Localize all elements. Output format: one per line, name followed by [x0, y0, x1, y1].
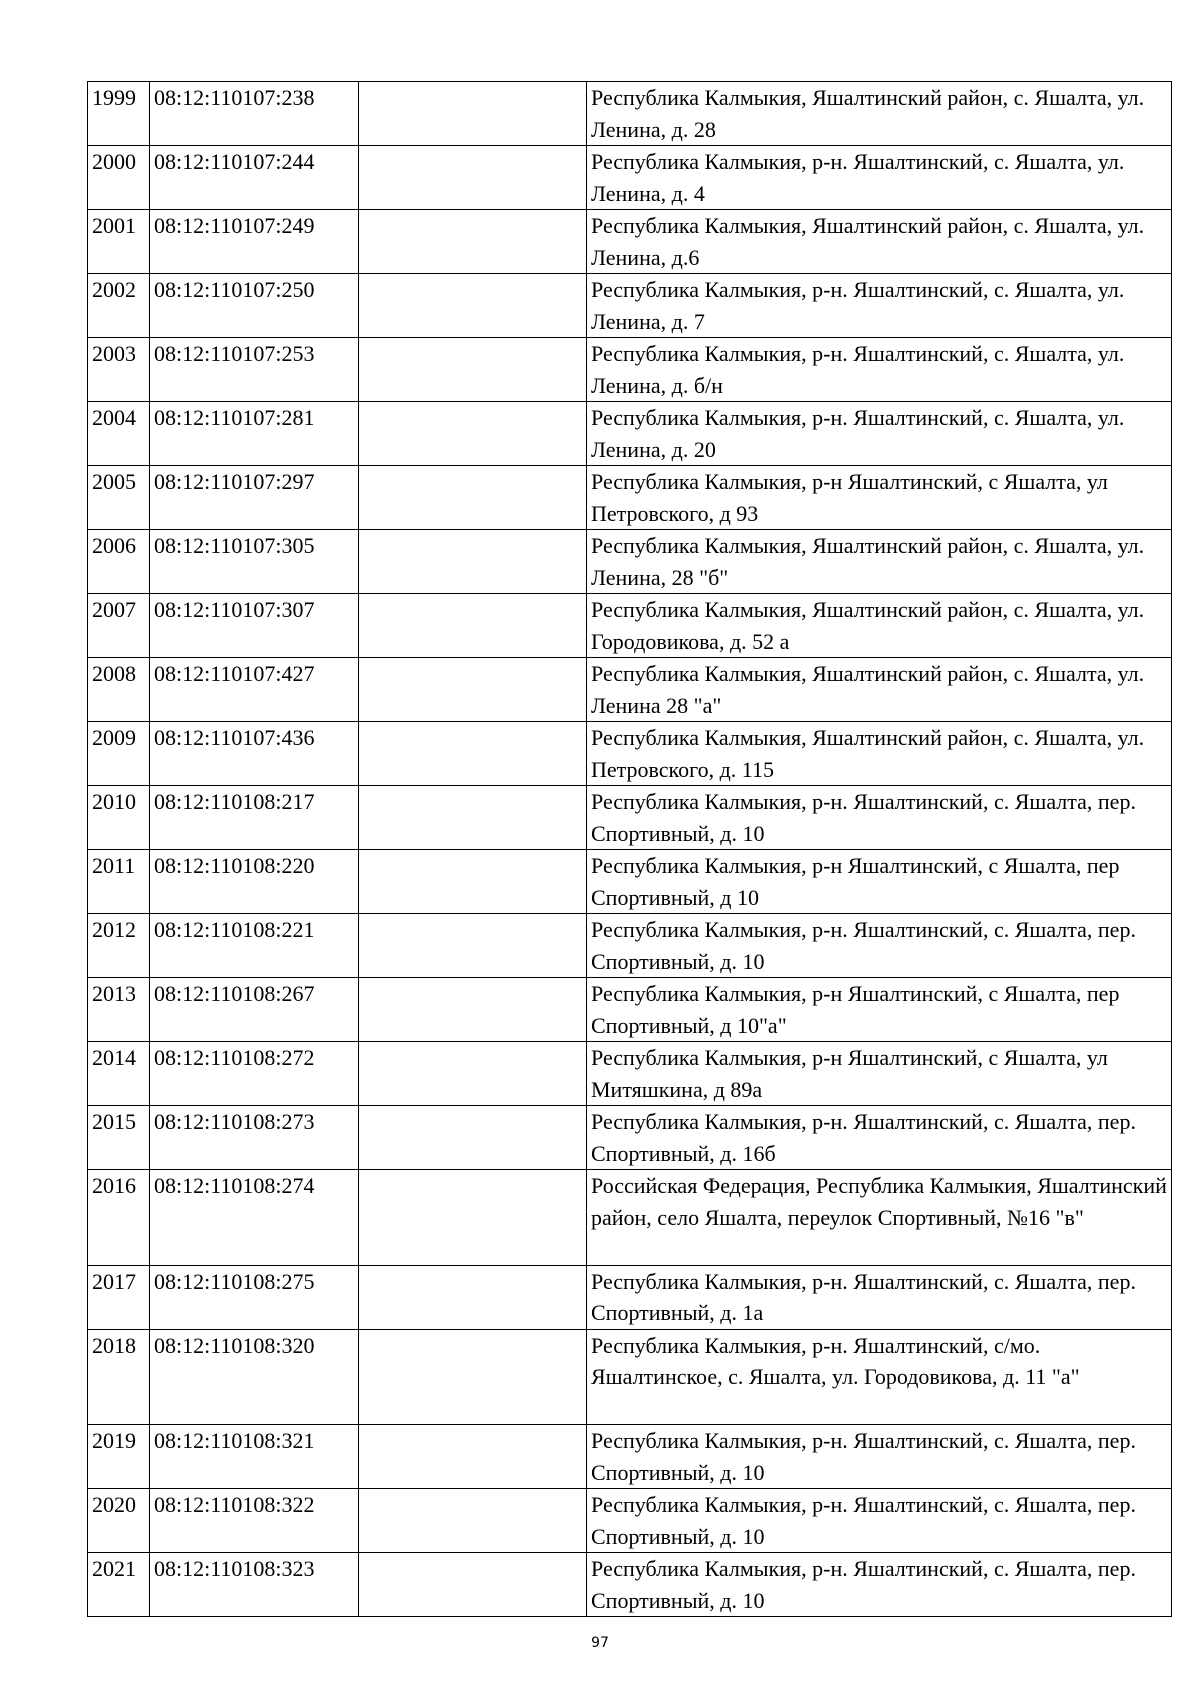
row-number-cell: 1999 [88, 82, 150, 146]
cadastral-number-cell: 08:12:110107:436 [150, 722, 359, 786]
address-cell: Республика Калмыкия, Яшалтинский район, с. Яшалта, ул. Ленина 28 "а" [587, 658, 1172, 722]
address-cell: Республика Калмыкия, р-н. Яшалтинский, с. Яшалта, пер. Спортивный, д. 10 [587, 1553, 1172, 1617]
row-number-cell: 2019 [88, 1425, 150, 1489]
cadastral-number-cell: 08:12:110108:221 [150, 914, 359, 978]
row-number-cell: 2004 [88, 402, 150, 466]
cadastral-number-cell: 08:12:110107:281 [150, 402, 359, 466]
row-number-cell: 2003 [88, 338, 150, 402]
address-cell: Республика Калмыкия, р-н. Яшалтинский, с. Яшалта, пер. Спортивный, д. 10 [587, 1425, 1172, 1489]
table-row [88, 978, 1172, 1042]
row-number-cell: 2008 [88, 658, 150, 722]
cadastral-number-cell: 08:12:110107:427 [150, 658, 359, 722]
table-row [88, 594, 1172, 658]
empty-cell [359, 1042, 587, 1106]
empty-cell [359, 1425, 587, 1489]
table-row [88, 786, 1172, 850]
cadastral-number-cell: 08:12:110108:220 [150, 850, 359, 914]
cadastral-number-cell: 08:12:110107:238 [150, 82, 359, 146]
cadastral-number-cell: 08:12:110108:217 [150, 786, 359, 850]
empty-cell [359, 658, 587, 722]
table-row [88, 1425, 1172, 1489]
row-number-cell: 2007 [88, 594, 150, 658]
row-number-cell: 2011 [88, 850, 150, 914]
address-cell: Республика Калмыкия, р-н Яшалтинский, с Яшалта, пер Спортивный, д 10 [587, 850, 1172, 914]
table-row [88, 1553, 1172, 1617]
empty-cell [359, 210, 587, 274]
cadastral-number-cell: 08:12:110108:274 [150, 1170, 359, 1266]
empty-cell [359, 914, 587, 978]
address-cell: Республика Калмыкия, р-н Яшалтинский, с Яшалта, пер Спортивный, д 10"а" [587, 978, 1172, 1042]
row-number-cell: 2013 [88, 978, 150, 1042]
table-row [88, 338, 1172, 402]
cadastral-number-cell: 08:12:110107:297 [150, 466, 359, 530]
address-cell: Республика Калмыкия, р-н. Яшалтинский, с. Яшалта, ул. Ленина, д. 7 [587, 274, 1172, 338]
address-cell: Республика Калмыкия, Яшалтинский район, с. Яшалта, ул. Петровского, д. 115 [587, 722, 1172, 786]
address-cell: Республика Калмыкия, р-н. Яшалтинский, с/мо. Яшалтинское, с. Яшалта, ул. Городовикова, д. 11 "а" [587, 1329, 1172, 1425]
row-number-cell: 2017 [88, 1265, 150, 1329]
address-cell: Республика Калмыкия, р-н. Яшалтинский, с. Яшалта, ул. Ленина, д. 20 [587, 402, 1172, 466]
table-row [88, 274, 1172, 338]
table-row [88, 914, 1172, 978]
row-number-cell: 2001 [88, 210, 150, 274]
row-number-cell: 2002 [88, 274, 150, 338]
empty-cell [359, 1329, 587, 1425]
address-cell: Республика Калмыкия, Яшалтинский район, с. Яшалта, ул. Ленина, д. 28 [587, 82, 1172, 146]
address-cell: Республика Калмыкия, р-н. Яшалтинский, с. Яшалта, пер. Спортивный, д. 10 [587, 786, 1172, 850]
address-cell: Республика Калмыкия, р-н. Яшалтинский, с. Яшалта, ул. Ленина, д. 4 [587, 146, 1172, 210]
cadastral-number-cell: 08:12:110108:323 [150, 1553, 359, 1617]
cadastral-number-cell: 08:12:110108:275 [150, 1265, 359, 1329]
empty-cell [359, 1106, 587, 1170]
row-number-cell: 2015 [88, 1106, 150, 1170]
table-row [88, 1106, 1172, 1170]
empty-cell [359, 1170, 587, 1266]
table-row [88, 1170, 1172, 1266]
address-cell: Республика Калмыкия, Яшалтинский район, с. Яшалта, ул. Ленина, д.6 [587, 210, 1172, 274]
cadastral-number-cell: 08:12:110107:253 [150, 338, 359, 402]
row-number-cell: 2005 [88, 466, 150, 530]
empty-cell [359, 594, 587, 658]
row-number-cell: 2020 [88, 1489, 150, 1553]
cadastral-number-cell: 08:12:110108:320 [150, 1329, 359, 1425]
row-number-cell: 2018 [88, 1329, 150, 1425]
address-cell: Республика Калмыкия, р-н Яшалтинский, с Яшалта, ул Митяшкина, д 89а [587, 1042, 1172, 1106]
row-number-cell: 2016 [88, 1170, 150, 1266]
cadastral-number-cell: 08:12:110108:322 [150, 1489, 359, 1553]
table-row [88, 850, 1172, 914]
cadastral-number-cell: 08:12:110107:249 [150, 210, 359, 274]
table-row [88, 402, 1172, 466]
cadastral-number-cell: 08:12:110108:273 [150, 1106, 359, 1170]
row-number-cell: 2014 [88, 1042, 150, 1106]
table-row [88, 210, 1172, 274]
cadastral-number-cell: 08:12:110107:244 [150, 146, 359, 210]
empty-cell [359, 1265, 587, 1329]
table-row [88, 146, 1172, 210]
empty-cell [359, 530, 587, 594]
table-row [88, 1489, 1172, 1553]
row-number-cell: 2021 [88, 1553, 150, 1617]
table-row [88, 1042, 1172, 1106]
empty-cell [359, 82, 587, 146]
row-number-cell: 2006 [88, 530, 150, 594]
address-cell: Республика Калмыкия, Яшалтинский район, с. Яшалта, ул. Городовикова, д. 52 а [587, 594, 1172, 658]
empty-cell [359, 850, 587, 914]
property-table [87, 81, 1172, 1617]
empty-cell [359, 978, 587, 1042]
empty-cell [359, 786, 587, 850]
table-row [88, 1265, 1172, 1329]
table-body [88, 82, 1172, 1617]
address-cell: Республика Калмыкия, р-н. Яшалтинский, с. Яшалта, пер. Спортивный, д. 1а [587, 1265, 1172, 1329]
table-row [88, 82, 1172, 146]
address-cell: Республика Калмыкия, р-н Яшалтинский, с Яшалта, ул Петровского, д 93 [587, 466, 1172, 530]
cadastral-number-cell: 08:12:110107:307 [150, 594, 359, 658]
page-number: 97 [591, 1635, 609, 1651]
cadastral-number-cell: 08:12:110108:321 [150, 1425, 359, 1489]
cadastral-number-cell: 08:12:110108:272 [150, 1042, 359, 1106]
address-cell: Российская Федерация, Республика Калмыкия, Яшалтинский район, село Яшалта, переулок Спортивный, №16 "в" [587, 1170, 1172, 1266]
empty-cell [359, 1489, 587, 1553]
empty-cell [359, 722, 587, 786]
empty-cell [359, 274, 587, 338]
row-number-cell: 2012 [88, 914, 150, 978]
table-row [88, 466, 1172, 530]
row-number-cell: 2009 [88, 722, 150, 786]
cadastral-number-cell: 08:12:110107:250 [150, 274, 359, 338]
table-row [88, 722, 1172, 786]
table-row [88, 530, 1172, 594]
address-cell: Республика Калмыкия, р-н. Яшалтинский, с. Яшалта, пер. Спортивный, д. 10 [587, 1489, 1172, 1553]
row-number-cell: 2010 [88, 786, 150, 850]
cadastral-number-cell: 08:12:110108:267 [150, 978, 359, 1042]
empty-cell [359, 402, 587, 466]
address-cell: Республика Калмыкия, р-н. Яшалтинский, с. Яшалта, пер. Спортивный, д. 16б [587, 1106, 1172, 1170]
address-cell: Республика Калмыкия, р-н. Яшалтинский, с. Яшалта, пер. Спортивный, д. 10 [587, 914, 1172, 978]
address-cell: Республика Калмыкия, Яшалтинский район, с. Яшалта, ул. Ленина, 28 "б" [587, 530, 1172, 594]
empty-cell [359, 1553, 587, 1617]
address-cell: Республика Калмыкия, р-н. Яшалтинский, с. Яшалта, ул. Ленина, д. б/н [587, 338, 1172, 402]
table-row [88, 1329, 1172, 1425]
row-number-cell: 2000 [88, 146, 150, 210]
cadastral-number-cell: 08:12:110107:305 [150, 530, 359, 594]
empty-cell [359, 338, 587, 402]
empty-cell [359, 146, 587, 210]
empty-cell [359, 466, 587, 530]
table-row [88, 658, 1172, 722]
